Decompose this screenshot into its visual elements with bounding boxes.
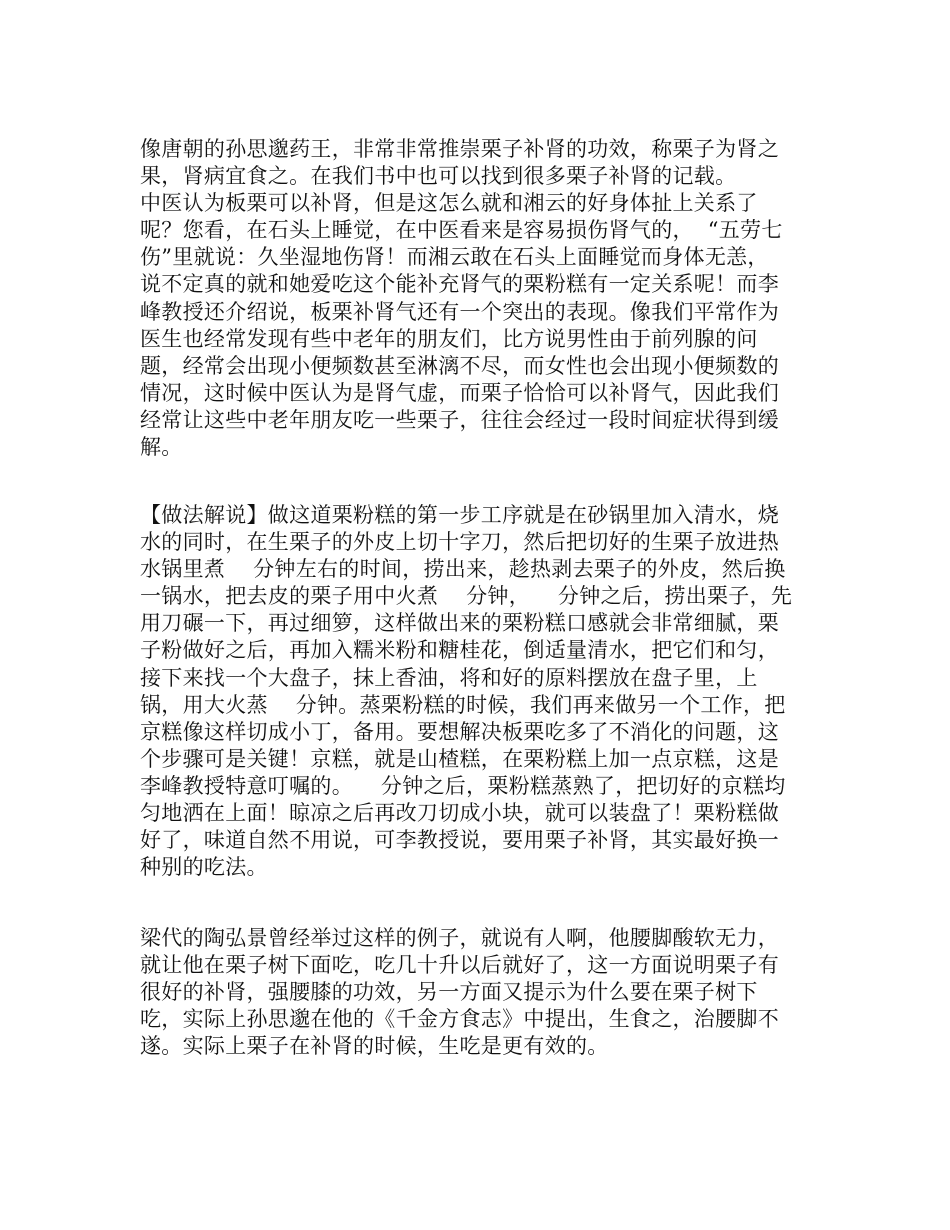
text-line: 像唐朝的孙思邈药王，非常非常推崇栗子补肾的功效，称栗子为肾之 [140, 137, 779, 161]
text-line: 好了，味道自然不用说，可李教授说，要用栗子补肾，其实最好换一 [140, 828, 779, 853]
text-line: 子粉做好之后，再加入糯米粉和糖桂花，倒适量清水，把它们和匀， [140, 638, 779, 663]
text-line: 李峰教授特意叮嘱的。 分钟之后，栗粉糕蒸熟了，把切好的京糕均 [140, 773, 786, 798]
text-line: 伤”里就说：久坐湿地伤肾！而湘云敢在石头上面睡觉而身体无恙， [140, 245, 769, 270]
text-line: 就让他在栗子树下面吃，吃几十升以后就好了，这一方面说明栗子有 [140, 953, 779, 978]
text-line: 很好的补肾，强腰膝的功效，另一方面又提示为什么要在栗子树下 [140, 980, 758, 1005]
paragraph-tao-hongjing-example [140, 925, 820, 1060]
text-line: 医生也经常发现有些中老年的朋友们，比方说男性由于前列腺的问 [140, 326, 758, 351]
text-line: 果，肾病宜食之。在我们书中也可以找到很多栗子补肾的记载。 [140, 164, 737, 189]
paragraph-chestnut-kidney-benefits [140, 136, 820, 461]
text-line: 解。 [140, 435, 183, 460]
text-line: 【做法解说】做这道栗粉糕的第一步工序就是在砂锅里加入清水，烧 [140, 503, 779, 527]
text-line: 匀地洒在上面！晾凉之后再改刀切成小块，就可以装盘了！栗粉糕做 [140, 801, 779, 826]
text-line: 题，经常会出现小便频数甚至淋漓不尽，而女性也会出现小便频数的 [140, 353, 779, 378]
text-line: 峰教授还介绍说，板栗补肾气还有一个突出的表现。像我们平常作为 [140, 299, 779, 324]
text-line: 呢？您看，在石头上睡觉，在中医看来是容易损伤肾气的， “五劳七 [140, 218, 783, 243]
text-line: 水的同时，在生栗子的外皮上切十字刀，然后把切好的生栗子放进热 [140, 530, 779, 555]
text-line: 种别的吃法。 [140, 855, 268, 880]
text-line: 接下来找一个大盘子，抹上香油，将和好的原料摆放在盘子里，上 [140, 665, 758, 690]
text-line: 用刀碾一下，再过细箩，这样做出来的栗粉糕口感就会非常细腻，栗 [140, 611, 779, 636]
text-line: 经常让这些中老年朋友吃一些栗子，往往会经过一段时间症状得到缓 [140, 407, 779, 432]
text-line: 遂。实际上栗子在补肾的时候，生吃是更有效的。 [140, 1034, 609, 1059]
text-line: 个步骤可是关键！京糕，就是山楂糕，在栗粉糕上加一点京糕，这是 [140, 746, 779, 771]
text-line: 水锅里煮 分钟左右的时间，捞出来，趁热剥去栗子的外皮，然后换 [140, 557, 786, 582]
text-line: 情况，这时候中医认为是肾气虚，而栗子恰恰可以补肾气，因此我们 [140, 380, 779, 405]
text-line: 京糕像这样切成小丁，备用。要想解决板栗吃多了不消化的问题，这 [140, 719, 779, 744]
text-line: 一锅水，把去皮的栗子用中火煮 分钟， 分钟之后，捞出栗子，先 [140, 584, 793, 609]
paragraph-recipe-explanation [140, 502, 820, 881]
text-line: 中医认为板栗可以补肾，但是这怎么就和湘云的好身体扯上关系了 [140, 191, 758, 216]
text-line: 吃，实际上孙思邈在他的《千金方食志》中提出，生食之，治腰脚不 [140, 1007, 779, 1032]
text-line: 锅，用大火蒸 分钟。蒸栗粉糕的时候，我们再来做另一个工作，把 [140, 692, 786, 717]
text-line: 说不定真的就和她爱吃这个能补充肾气的栗粉糕有一定关系呢！而李 [140, 272, 779, 297]
text-line: 梁代的陶弘景曾经举过这样的例子，就说有人啊，他腰脚酸软无力， [140, 926, 779, 950]
